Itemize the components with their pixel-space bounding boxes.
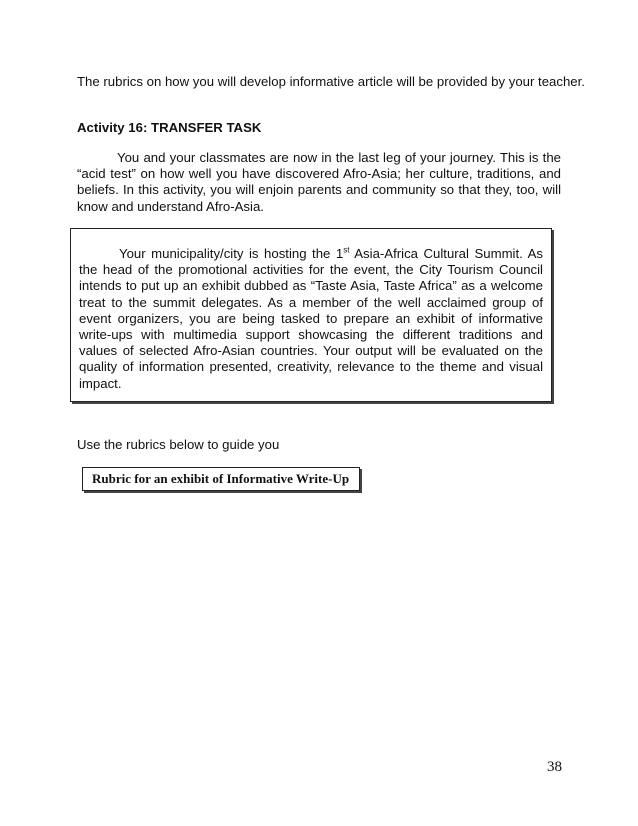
task-paragraph: You and your classmates are now in the last leg of your journey. This is the “acid test” on how well you have discovered Afro-Asia; her culture, traditions, and beliefs. In this activity, you will enjoin parents and community so that they, too, will know and understand Afro-Asia. — [77, 150, 561, 214]
scenario-text — [79, 246, 543, 392]
guide-line: Use the rubrics below to guide you — [77, 437, 280, 452]
scenario-superscript: st — [343, 245, 350, 255]
scenario-rest: Asia-Africa Cultural Summit. As the head of the promotional activities for the event, the City Tourism Council intends to put up an exhibit dubbed as “Taste Asia, Taste Africa” as a welcome treat to the summit delegates. As a member of the well acclaimed group of event organizers, you are being tasked to prepare an exhibit of informative write-ups with multimedia support showcasing the different traditions and values of selected Afro-Asian countries. Your output will be evaluated on the quality of information presented, creativity, relevance to the theme and visual impact. — [79, 246, 543, 391]
page-number: 38 — [547, 759, 562, 775]
activity-heading: Activity 16: TRANSFER TASK — [77, 120, 262, 135]
scenario-lead: Your municipality/city is hosting the 1 — [119, 246, 344, 261]
rubric-title-box — [82, 467, 360, 491]
intro-line: The rubrics on how you will develop informative article will be provided by your teacher. — [77, 74, 585, 89]
rubric-title: Rubric for an exhibit of Informative Write-Up — [92, 471, 350, 486]
scenario-box — [70, 228, 552, 402]
